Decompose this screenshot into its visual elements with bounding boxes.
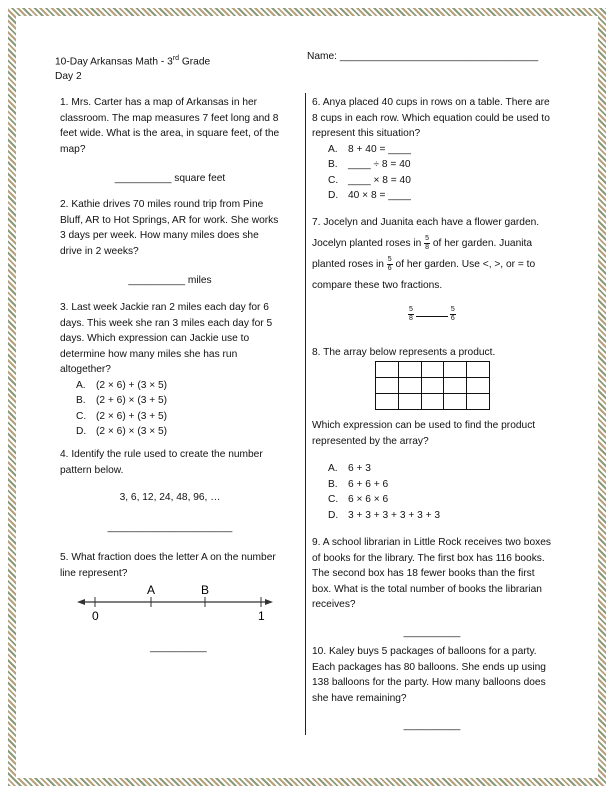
option-text: 3 + 3 + 3 + 3 + 3 + 3 — [348, 509, 441, 521]
numerator: 5 — [450, 306, 455, 313]
option-d[interactable] — [60, 424, 285, 440]
numerator: 5 — [409, 306, 413, 313]
denominator: 6 — [450, 315, 455, 322]
option-a[interactable] — [312, 142, 552, 158]
array-cell — [444, 362, 467, 378]
array-row — [376, 362, 490, 378]
number-pattern: 3, 6, 12, 24, 48, 96, … — [119, 492, 221, 503]
question-6 — [312, 95, 552, 204]
option-letter: D. — [76, 426, 87, 437]
question-text: 10. Kaley buys 5 packages of balloons for a party. Each packages has 80 balloons. She ends up using 138 balloons for the party. How many balloons does she have remaining? — [312, 646, 546, 704]
array-cell — [421, 394, 444, 410]
fraction-5-6 — [387, 256, 393, 273]
option-c[interactable] — [312, 173, 552, 189]
option-text: 6 + 3 — [348, 463, 371, 474]
option-letter: A. — [328, 463, 338, 474]
option-letter: A. — [76, 379, 86, 391]
question-3 — [60, 300, 285, 440]
question-text: 9. A school librarian in Little Rock receives two boxes of books for the library. The first box has 116 books. The second box has 18 fewer books than the first box. What is the total number of books the librarian receives? — [312, 537, 551, 610]
option-text: 8 + 40 = ____ — [348, 143, 411, 155]
option-text: ____ × 8 = 40 — [348, 174, 411, 186]
question-5 — [60, 550, 285, 581]
question-8-continued — [312, 418, 552, 523]
fraction-right — [450, 306, 456, 323]
option-letter: D. — [328, 190, 339, 201]
answer-blank[interactable]: __________ — [403, 720, 461, 731]
question-10 — [312, 644, 552, 734]
question-text: Which expression can be used to find the product represented by the array? — [312, 420, 536, 447]
array-grid — [375, 361, 490, 410]
option-letter: B. — [76, 395, 86, 406]
question-text: of her garden. — [432, 238, 497, 249]
option-letter: A. — [328, 143, 338, 155]
question-8 — [312, 345, 552, 361]
array-cell — [467, 394, 490, 410]
number-line — [75, 582, 275, 628]
array-cell — [376, 378, 399, 394]
array-cell — [444, 378, 467, 394]
answer-blank-5[interactable]: __________ — [150, 642, 207, 653]
numerator: 5 — [425, 234, 430, 242]
denominator: 8 — [409, 315, 413, 322]
option-d[interactable] — [312, 508, 552, 524]
column-divider — [305, 93, 306, 735]
left-arrow-icon — [77, 599, 85, 605]
label-1: 1 — [258, 609, 265, 623]
array-cell — [376, 362, 399, 378]
label-a: A — [147, 583, 156, 597]
right-arrow-icon — [265, 599, 273, 605]
question-text: 5. What fraction does the letter A on the number line represent? — [60, 552, 276, 579]
array-cell — [444, 394, 467, 410]
array-cell — [398, 394, 421, 410]
option-letter: C. — [328, 174, 339, 186]
option-text: (2 × 6) × (3 × 5) — [96, 426, 168, 437]
label-0: 0 — [92, 609, 99, 623]
option-a[interactable] — [60, 378, 285, 394]
array-cell — [376, 394, 399, 410]
option-letter: C. — [76, 410, 87, 422]
question-text: of her garden. Use <, >, or = to compare these two fractions. — [312, 259, 536, 291]
option-d[interactable] — [312, 188, 552, 204]
question-text: 3. Last week Jackie ran 2 miles each day for 6 days. This week she ran 3 miles each day for 5 days. Which expression can Jackie use to determine how many miles she has run altogether? — [60, 302, 273, 375]
option-letter: B. — [328, 159, 338, 170]
question-4 — [60, 447, 280, 535]
label-b: B — [201, 583, 210, 597]
array-cell — [421, 378, 444, 394]
answer-blank[interactable]: __________ — [403, 626, 461, 638]
question-text: 7. Jocelyn and Juanita each have a flower garden. Jocelyn planted roses in — [312, 217, 540, 249]
question-7 — [312, 212, 552, 296]
array-cell — [421, 362, 444, 378]
fraction-comparison — [408, 306, 456, 323]
name-field[interactable]: Name: ___________________________________ — [307, 51, 539, 62]
fraction-left — [408, 306, 414, 323]
denominator: 6 — [387, 264, 392, 272]
question-text: 6. Anya placed 40 cups in rows on a table. There are 8 cups in each row. Which equation could be used to represent this situation? — [312, 97, 550, 139]
question-9 — [312, 535, 552, 640]
option-text: (2 + 6) × (3 + 5) — [96, 395, 168, 406]
numerator: 5 — [387, 255, 392, 263]
question-text: 4. Identify the rule used to create the number pattern below. — [60, 449, 263, 476]
comparison-blank[interactable] — [416, 316, 448, 317]
fraction-5-8 — [424, 235, 430, 252]
array-cell — [467, 362, 490, 378]
question-1 — [60, 95, 280, 187]
option-letter: D. — [328, 509, 339, 521]
option-a[interactable] — [312, 461, 552, 477]
option-text: 40 × 8 = ____ — [348, 190, 411, 201]
option-letter: C. — [328, 494, 339, 505]
option-letter: B. — [328, 478, 338, 490]
answer-blank[interactable]: __________ square feet — [114, 173, 226, 184]
title-end: Grade — [179, 56, 211, 68]
question-text: 1. Mrs. Carter has a map of Arkansas in her classroom. The map measures 7 feet long and 8 feet wide. What is the area, in square feet, of the map? — [60, 97, 280, 155]
array-row — [376, 394, 490, 410]
question-text: 2. Kathie drives 70 miles round trip from Pine Bluff, AR to Hot Springs, AR for work. She works 3 days per week. How many miles does she drive in 2 weeks? — [60, 199, 279, 257]
array-row — [376, 378, 490, 394]
option-text: ____ ÷ 8 = 40 — [348, 159, 411, 170]
title-text: 10-Day Arkansas Math - 3 — [55, 56, 173, 68]
answer-blank[interactable]: __________ miles — [128, 275, 212, 286]
array-cell — [467, 378, 490, 394]
option-text: 6 × 6 × 6 — [348, 494, 389, 505]
option-c[interactable] — [312, 492, 552, 508]
option-b[interactable] — [60, 393, 285, 409]
day-label: Day 2 — [55, 71, 82, 83]
option-b[interactable] — [312, 157, 552, 173]
option-b[interactable] — [312, 477, 552, 493]
title-sup: rd — [172, 55, 180, 62]
question-text: Juanita planted roses in — [312, 238, 533, 270]
option-text: 6 + 6 + 6 — [348, 478, 389, 490]
denominator: 8 — [425, 243, 430, 251]
option-text: (2 × 6) + (3 + 5) — [96, 410, 168, 422]
answer-blank[interactable]: ______________________ — [107, 521, 233, 533]
option-c[interactable] — [60, 409, 285, 425]
worksheet-title — [55, 51, 210, 84]
option-text: (2 × 6) + (3 × 5) — [96, 379, 168, 391]
question-2 — [60, 197, 280, 289]
question-text: 8. The array below represents a product. — [312, 347, 496, 358]
array-cell — [398, 378, 421, 394]
array-cell — [398, 362, 421, 378]
